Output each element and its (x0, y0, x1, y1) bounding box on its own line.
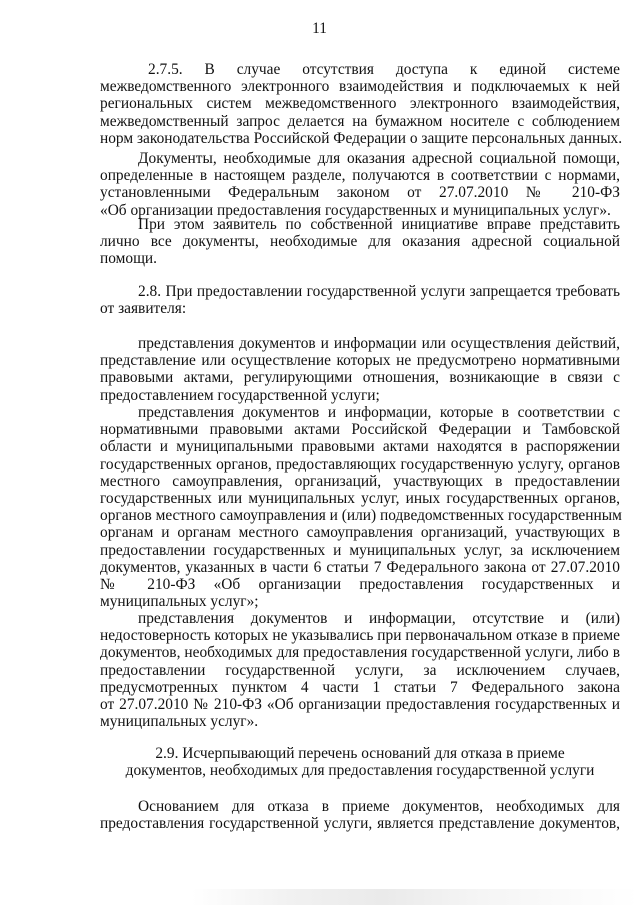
paragraph-documents (100, 150, 620, 219)
heading-line: документов, необходимых для предоставления государственной услуги (125, 762, 595, 780)
text-line: межведомственный запрос делается на бумажном носителе с соблюдением (100, 112, 620, 130)
text-line: правовыми актами, регулирующими отношения, возникающие в связи с (100, 369, 620, 387)
text-line: государственных или муниципальных услуг, иных государственных органов, (100, 490, 620, 508)
text-line: межведомственного электронного взаимодействия и подключаемых к ней (100, 78, 620, 96)
list-item-1 (100, 335, 620, 404)
text-line: муниципальных услуг». (100, 713, 259, 731)
scan-artifact-strip (0, 889, 639, 905)
text-line: документов, необходимых для предоставления государственной услуги, либо в (100, 644, 620, 662)
text-line: от заявителя: (100, 300, 187, 318)
text-line: установленными Федеральным законом от 27.07.2010 № 210-ФЗ (100, 184, 620, 202)
list-item-2 (100, 404, 620, 610)
text-line: недостоверность которых не указывались при первоначальном отказе в приеме (100, 627, 620, 645)
text-line: лично все документы, необходимые для оказания адресной социальной (100, 233, 620, 251)
text-line: документов, указанных в части 6 статьи 7 Федерального закона от 27.07.2010 (100, 558, 620, 576)
text-line: региональных систем межведомственного электронного взаимодействия, (100, 95, 620, 113)
page-number: 11 (312, 20, 327, 37)
text-line: органов местного самоуправления и (или) подведомственных государственным (100, 507, 622, 525)
text-line: от 27.07.2010 № 210-ФЗ «Об организации предоставления государственных и (100, 696, 620, 714)
text-line: Документы, необходимые для оказания адресной социальной помощи, (138, 150, 620, 167)
text-line: Основанием для отказа в приеме документов, необходимых для (138, 798, 620, 815)
text-line: органам и органам местного самоуправления организаций, участвующих в (100, 524, 620, 542)
text-line: норм законодательства Российской Федерации о защите персональных данных. (100, 129, 623, 147)
text-line: нормативными правовыми актами Российской Федерации и Тамбовской (100, 421, 620, 439)
text-line: области и муниципальными правовыми актами находятся в распоряжении (100, 438, 620, 456)
text-line: представления документов и информации, которые в соответствии с (138, 404, 620, 421)
text-line: представления документов и информации или осуществления действий, (138, 335, 620, 352)
text-line: предоставлении государственной услуги, за исключением случаев, (100, 661, 620, 679)
text-line: представления документов и информации, отсутствие и (или) (138, 610, 620, 627)
text-line: предоставлении государственных и муниципальных услуг, за исключением (100, 541, 620, 559)
text-line: При этом заявитель по собственной инициативе вправе представить (138, 216, 620, 233)
text-line: помощи. (100, 250, 158, 268)
text-line: № 210-ФЗ «Об организации предоставления государственных и (100, 576, 620, 594)
text-line: муниципальных услуг»; (100, 593, 259, 611)
text-line: предусмотренных пунктом 4 части 1 статьи 7 Федерального закона (100, 678, 620, 696)
list-item-3 (100, 610, 620, 730)
heading-line: 2.9. Исчерпывающий перечень оснований для отказа в приеме (155, 745, 565, 762)
text-line: предоставления государственной услуги, является представление документов, (100, 815, 620, 833)
text-line: «Об организации предоставления государственных и муниципальных услуг». (100, 201, 611, 219)
text-line: государственных органов, предоставляющих государственную услугу, органов (100, 455, 620, 473)
paragraph-basis (100, 798, 620, 832)
text-line: определенные в настоящем разделе, получаются в соответствии с нормами, (100, 167, 620, 185)
text-line: местного самоуправления, организаций, участвующих в предоставлении (100, 472, 620, 490)
paragraph-2-7-5 (100, 61, 623, 147)
section-heading-2-9 (100, 745, 620, 779)
text-line: предоставлением государственной услуги; (100, 386, 380, 404)
paragraph-2-8 (100, 283, 620, 317)
text-line: представление или осуществление которых не предусмотрено нормативными (100, 352, 620, 370)
text-line: 2.7.5. В случае отсутствия доступа к единой системе (148, 61, 620, 78)
text-line: 2.8. При предоставлении государственной услуги запрещается требовать (138, 283, 620, 300)
paragraph-applicant (100, 216, 620, 268)
